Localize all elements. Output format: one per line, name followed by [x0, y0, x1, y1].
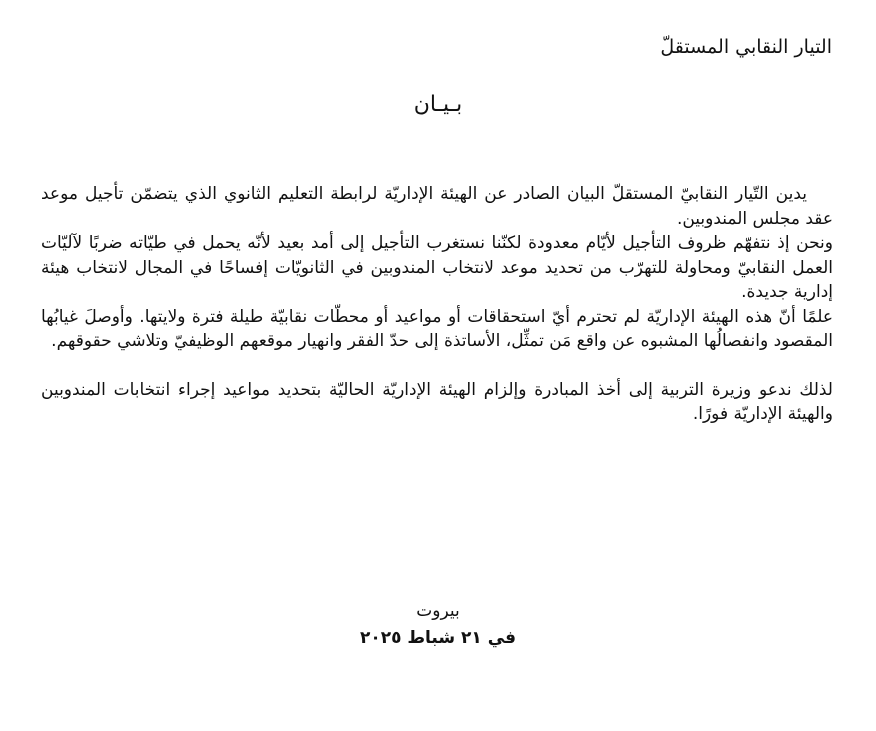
organization-name: التيار النقابي المستقلّ — [660, 36, 832, 58]
paragraph-demand: لذلك ندعو وزيرة التربية إلى أخذ المبادرة وإلزام الهيئة الإداريّة الحاليّة بتحديد مواعيد إجراء انتخابات المندوبين والهيئة الإداريّة فورًا. — [41, 379, 833, 424]
signoff-city: بيروت — [416, 601, 460, 621]
document-title: بـيـان — [413, 92, 463, 117]
statement-body — [41, 182, 833, 427]
paragraph-administration: علمًا أنّ هذه الهيئة الإداريّة لم تحترم أيّ استحقاقات أو مواعيد أو محطّات نقابيّة طيلة فترة ولايتها. وأوصلَ غيابُها المقصود وانفصالُها المشبوه عن واقع مَن تمثِّل، الأساتذة إلى حدّ الفقر وانهيار موقعهم الوظيفيّ وتلاشي حقوقهم. — [41, 306, 833, 351]
paragraph-postponement: ونحن إذ نتفهّم ظروف التأجيل لأيّام معدودة لكنّنا نستغرب التأجيل إلى أمد بعيد لأنّه يحمل في طيّاته ضربًا لآليّات العمل النقابيّ ومحاولة للتهرّب من تحديد موعد لانتخاب المندوبين في الثانويّات إفساحًا في المجال لانتخاب هيئة إدارية جديدة. — [41, 233, 833, 302]
signoff — [0, 598, 876, 652]
paragraph-condemnation: يدين التّيار النقابيّ المستقلّ البيان الصادر عن الهيئة الإداريّة لرابطة التعليم الثانوي الذي يتضمّن تأجيل موعد عقد مجلس المندوبين. — [41, 184, 833, 229]
signoff-date: في ٢١ شباط ٢٠٢٥ — [359, 628, 517, 648]
